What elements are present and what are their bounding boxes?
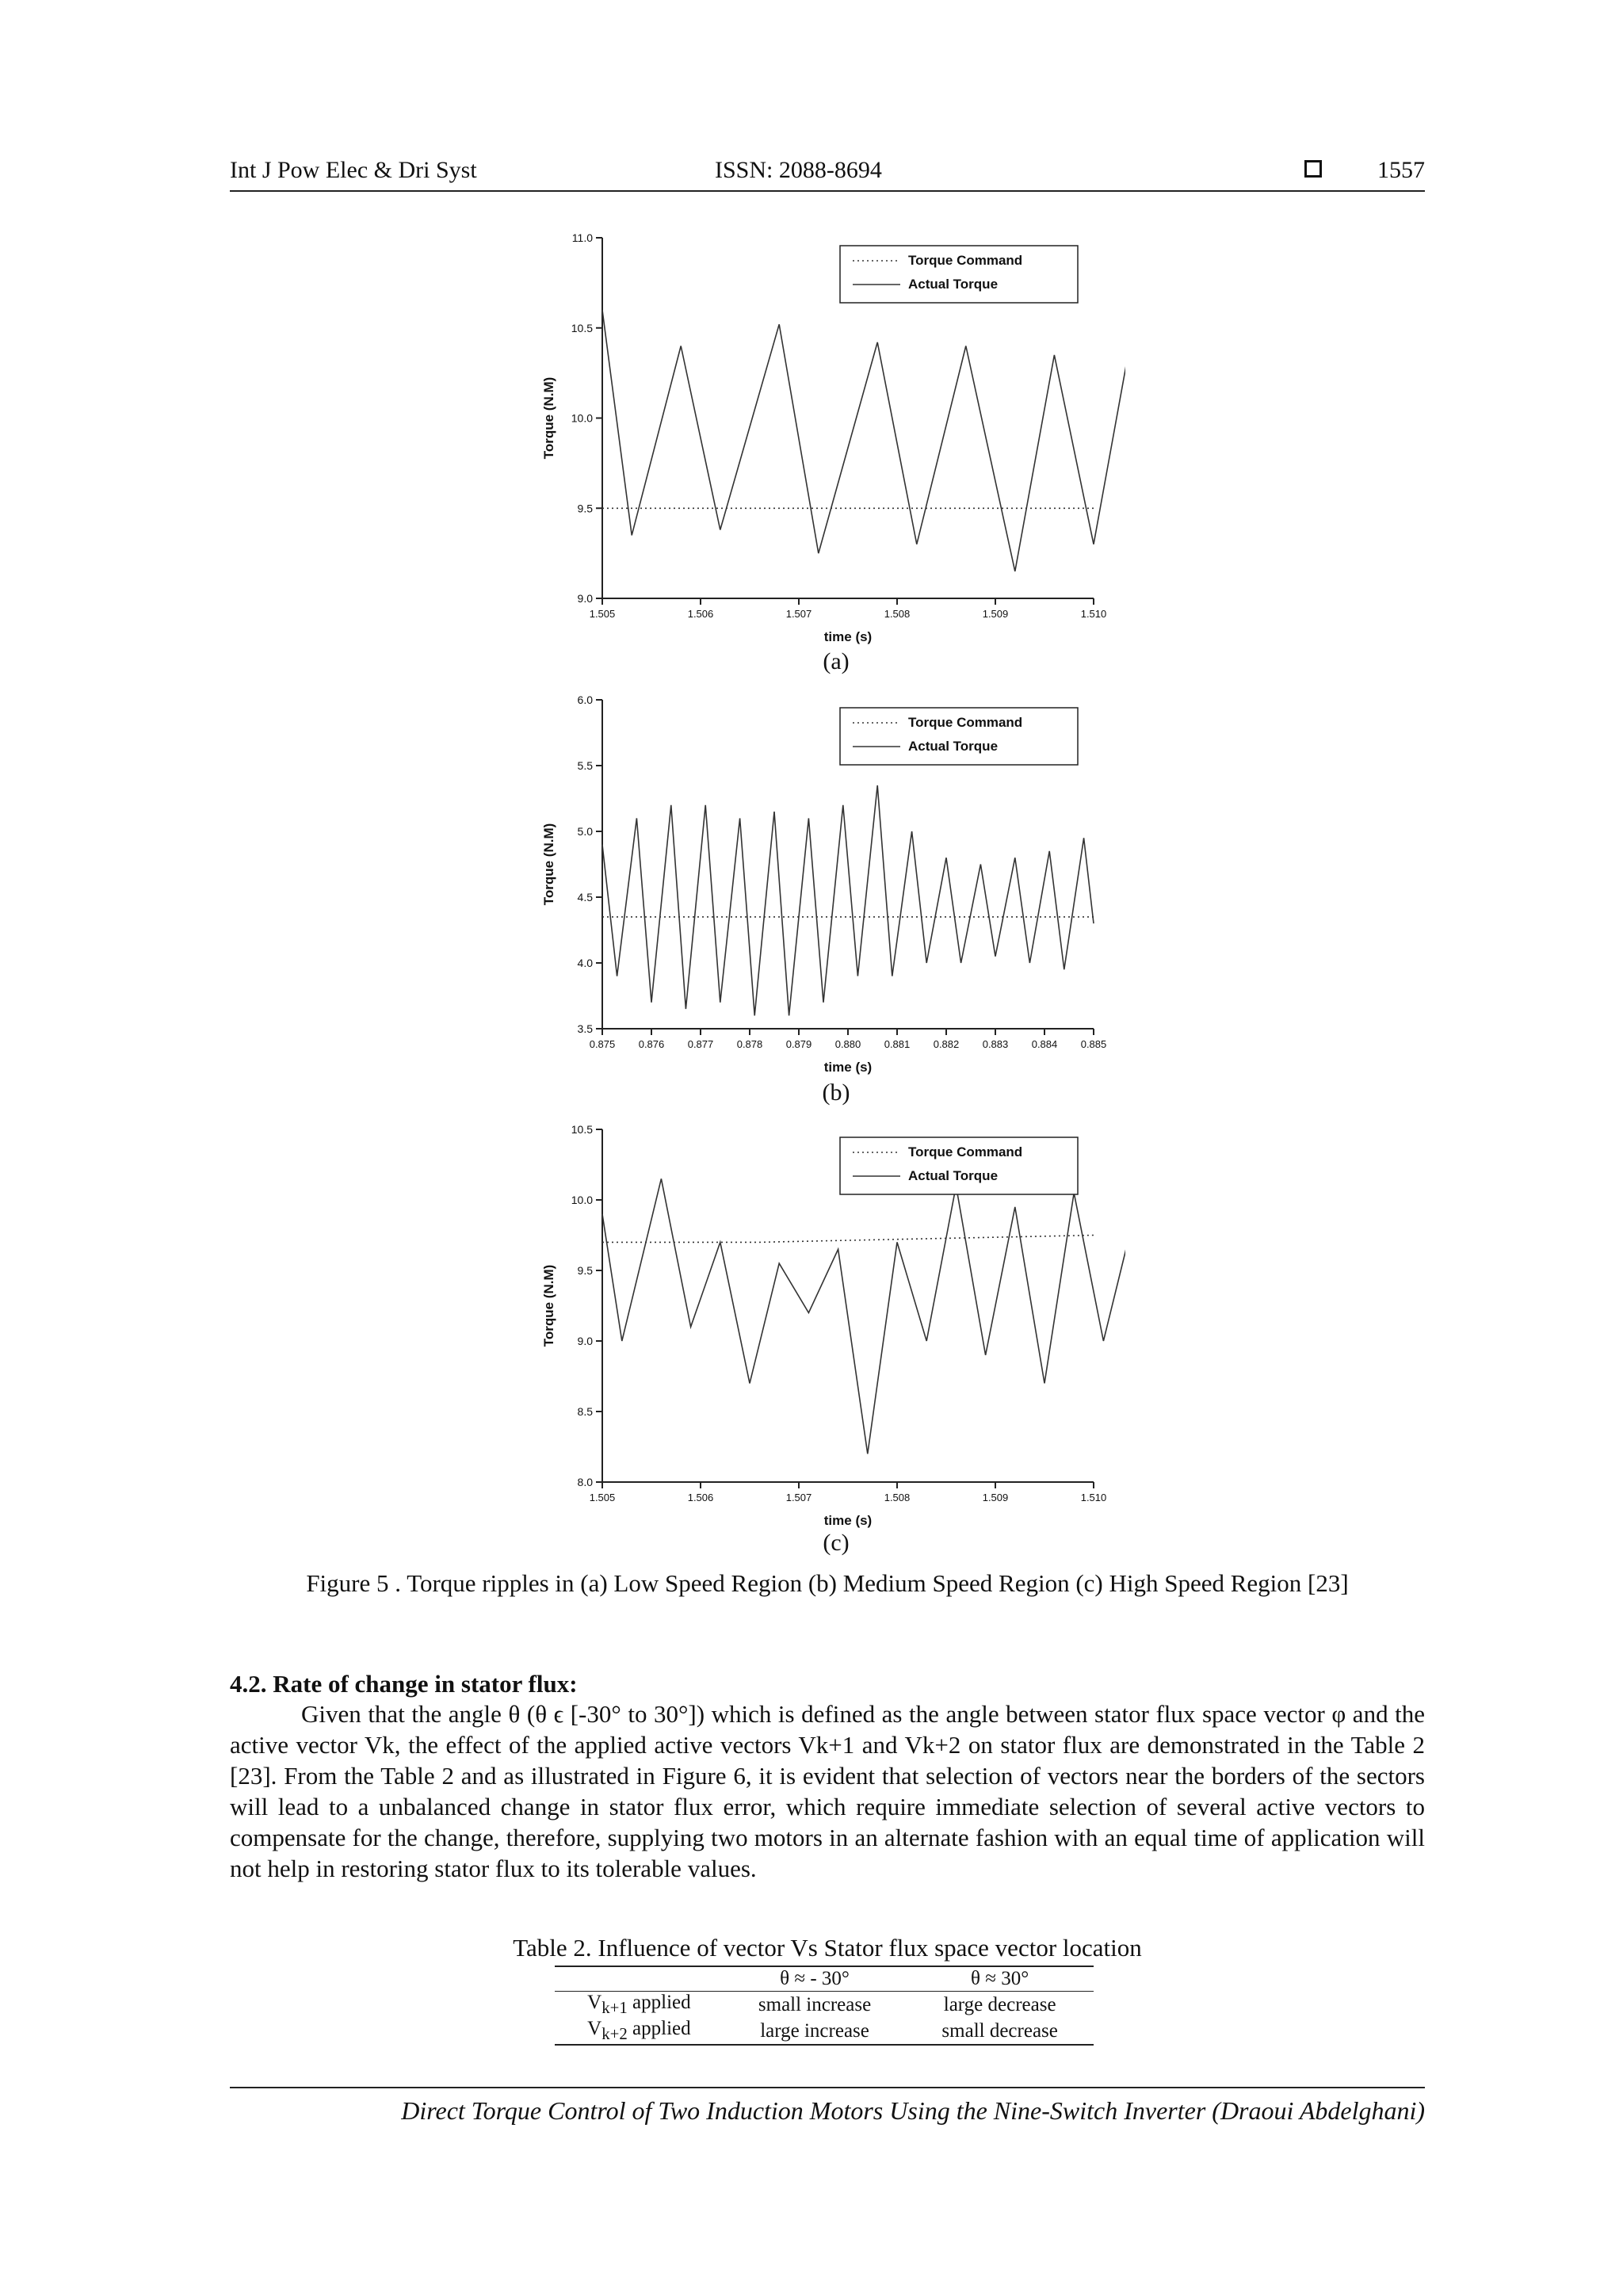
x-axis-label: time (s) <box>823 1513 873 1528</box>
figure-sublabel-c: (c) <box>823 1530 850 1556</box>
y-tick-label: 4.0 <box>577 957 593 969</box>
y-tick-label: 8.0 <box>577 1476 593 1488</box>
section-heading: 4.2. Rate of change in stator flux: <box>230 1670 578 1698</box>
y-axis-label: Torque (N.M) <box>541 1264 556 1347</box>
x-tick-label: 1.505 <box>589 608 616 620</box>
x-tick-label: 0.875 <box>589 1038 616 1050</box>
y-tick-label: 3.5 <box>577 1022 593 1035</box>
x-tick-label: 1.510 <box>1080 1492 1107 1503</box>
x-axis-label: time (s) <box>823 1060 873 1075</box>
x-tick-label: 1.509 <box>982 1492 1009 1503</box>
issn: ISSN: 2088-8694 <box>715 157 882 183</box>
box-icon <box>1304 160 1322 178</box>
journal-name: Int J Pow Elec & Dri Syst <box>230 157 477 183</box>
y-tick-label: 8.5 <box>577 1405 593 1418</box>
table-header-row <box>555 1966 1094 1992</box>
torque-chart-high-speed <box>523 1117 1125 1538</box>
figure-sublabel-a: (a) <box>823 648 850 674</box>
x-tick-label: 1.505 <box>589 1492 616 1503</box>
actual-torque-line <box>602 307 1125 577</box>
x-tick-label: 1.507 <box>785 608 812 620</box>
y-axis-label: Torque (N.M) <box>541 823 556 906</box>
y-tick-label: 11.0 <box>571 231 593 244</box>
legend-label: Actual Torque <box>908 1168 999 1183</box>
table-caption: Table 2. Influence of vector Vs Stator flux space vector location <box>513 1934 1142 1962</box>
y-tick-label: 5.5 <box>577 759 593 772</box>
table-row <box>555 1992 1094 2019</box>
x-tick-label: 1.509 <box>982 608 1009 620</box>
x-axis-label: time (s) <box>823 629 873 644</box>
figure-caption: Figure 5 . Torque ripples in (a) Low Speed Region (b) Medium Speed Region (c) High Speed Region [23] <box>306 1569 1349 1597</box>
table-header-cell <box>555 1966 724 1992</box>
y-tick-label: 5.0 <box>577 825 593 838</box>
table-row <box>555 2018 1094 2045</box>
x-tick-label: 0.878 <box>736 1038 763 1050</box>
page-header <box>230 155 1425 192</box>
y-tick-label: 10.5 <box>571 321 593 334</box>
x-tick-label: 0.879 <box>785 1038 812 1050</box>
table-cell: large increase <box>760 2019 869 2042</box>
legend-label: Torque Command <box>908 253 1023 268</box>
x-tick-label: 1.508 <box>884 608 911 620</box>
x-tick-label: 0.883 <box>982 1038 1009 1050</box>
y-tick-label: 6.0 <box>577 693 593 706</box>
page-footer: Direct Torque Control of Two Induction Motors Using the Nine-Switch Inverter (Draoui Abdelghani) <box>230 2087 1425 2126</box>
x-tick-label: 0.880 <box>834 1038 861 1050</box>
y-tick-label: 9.0 <box>577 592 593 605</box>
y-tick-label: 9.5 <box>577 1264 593 1277</box>
x-tick-label: 0.882 <box>933 1038 960 1050</box>
legend-label: Actual Torque <box>908 739 999 754</box>
section-paragraph: Given that the angle θ (θ ϵ [-30° to 30°]) which is defined as the angle between stator flux space vector φ and the active vector Vk, the effect of the applied active vectors Vk+1 and Vk+2 on stator flux are demonstrated in the Table 2 [23]. From the Table 2 and as illustrated in Figure 6, it is evident that selection of vectors near the borders of the sectors will lead to a unbalanced change in stator flux error, which require immediate selection of several active vectors to compensate for the change, therefore, supplying two motors in an alternate fashion with an equal time of application will not help in restoring stator flux to its tolerable values. <box>230 1700 1425 1882</box>
x-tick-label: 0.885 <box>1080 1038 1107 1050</box>
x-tick-label: 1.508 <box>884 1492 911 1503</box>
row-label: $V_{k+2}$ applied <box>587 2018 691 2043</box>
torque-chart-low-speed <box>523 226 1125 654</box>
x-tick-label: 0.877 <box>687 1038 714 1050</box>
legend-label: Torque Command <box>908 715 1023 730</box>
y-axis-label: Torque (N.M) <box>541 376 556 460</box>
x-tick-label: 1.506 <box>687 1492 714 1503</box>
x-tick-label: 0.876 <box>638 1038 665 1050</box>
torque-chart-medium-speed <box>523 688 1125 1084</box>
table-cell: small decrease <box>941 2019 1058 2042</box>
table-cell: small increase <box>758 1993 872 2015</box>
figure-sublabel-b: (b) <box>822 1079 850 1106</box>
actual-torque-line <box>602 1179 1125 1454</box>
x-tick-label: 0.881 <box>884 1038 911 1050</box>
row-label: $V_{k+1}$ applied <box>587 1992 691 2017</box>
legend-label: Actual Torque <box>908 277 999 292</box>
table-cell: large decrease <box>943 1993 1056 2015</box>
x-tick-label: 1.510 <box>1080 608 1107 620</box>
table-header-cell: θ ≈ 30° <box>971 1968 1029 1989</box>
page-number: 1557 <box>1377 157 1425 183</box>
y-tick-label: 9.5 <box>577 502 593 515</box>
flux-influence-table <box>555 1966 1094 2046</box>
legend-label: Torque Command <box>908 1144 1023 1159</box>
y-tick-label: 10.5 <box>571 1123 593 1136</box>
x-tick-label: 1.506 <box>687 608 714 620</box>
actual-torque-line <box>602 785 1094 1016</box>
table-header-cell: θ ≈ - 30° <box>780 1968 850 1989</box>
y-tick-label: 4.5 <box>577 891 593 904</box>
y-tick-label: 10.0 <box>571 411 593 425</box>
y-tick-label: 9.0 <box>577 1335 593 1347</box>
x-tick-label: 1.507 <box>785 1492 812 1503</box>
x-tick-label: 0.884 <box>1031 1038 1058 1050</box>
y-tick-label: 10.0 <box>571 1194 593 1206</box>
